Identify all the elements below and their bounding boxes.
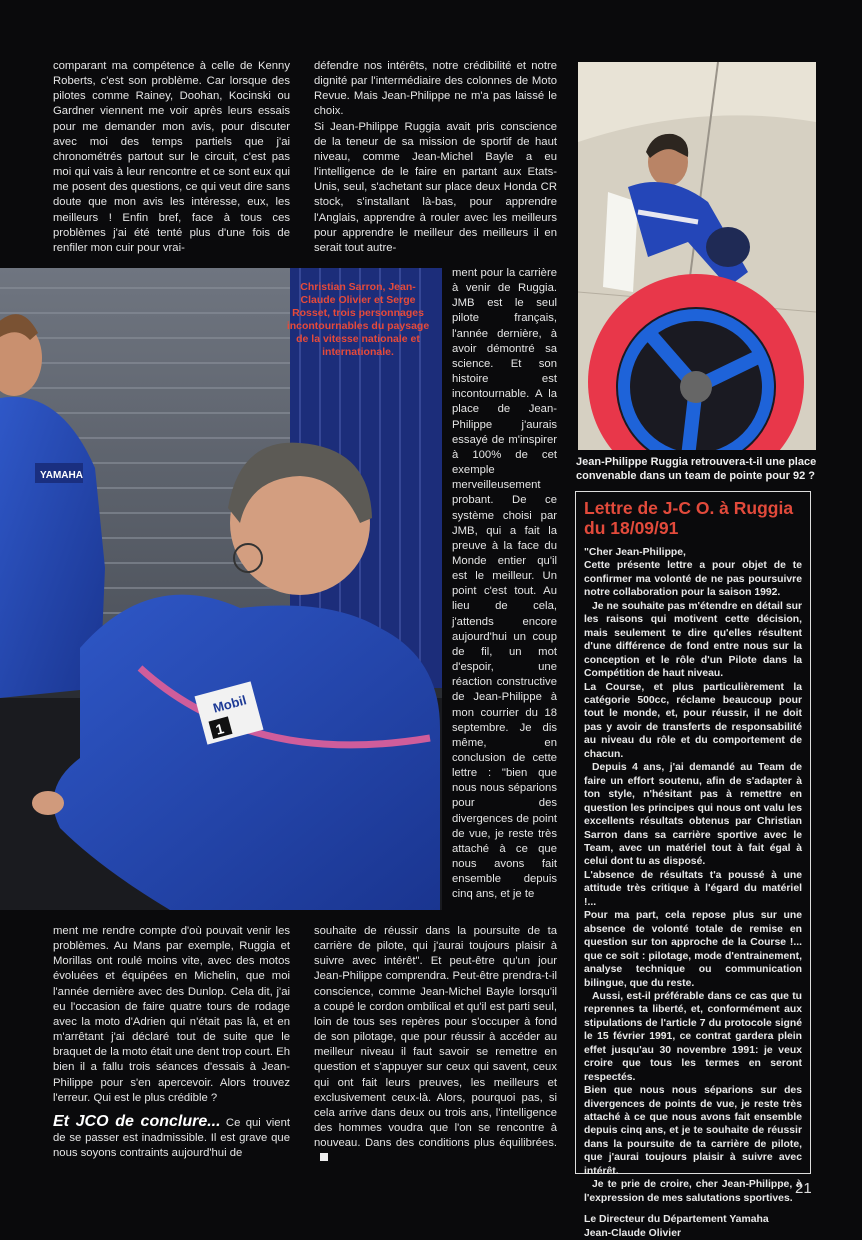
conclusion-text: Ce qui vient de se passer est inadmissible. Il est grave que nous soyons contraints aujourd'hui de (53, 1116, 290, 1160)
letter-paragraph: Cette présente lettre a pour objet de te confirmer ma volonté de ne pas poursuivre notre collaboration pour la saison 1992. (584, 560, 802, 599)
letter-paragraph: Je ne souhaite pas m'étendre en détail sur les raisons qui motivent cette décision, mais seulement te dire qu'elles résultent d'une différence de fond entre nous sur la conception et le rôle d'un Pilote dans la Compétition de haut niveau. (584, 600, 802, 680)
article-paragraph: ment pour la carrière à venir de Ruggia. JMB est le seul pilote français, l'année dernière, à avoir démontré sa science. Et son histoire est incontournable. A la place de Jean-Philippe j'aurais essayé de m'inspirer à 100% de cet exemple merveilleusement probant. De ce système choisi par JMB, qui a fait la preuve à la face du Monde entier qu'il est le meilleur. Un point c'est tout. Au lieu de cela, j'attends encore aujourd'hui un coup de fil, un mot d'espoir, une réaction constructive de Jean-Philippe à mon courrier du 18 septembre. Je dis même, en conclusion de cette lettre : "bien que nous nous séparions pour des divergences de point de vue, je reste très attaché à ce que nous avons fait ensemble depuis cinq ans, et je te (452, 267, 557, 901)
letter-signature-title: Le Directeur du Département Yamaha (584, 1214, 769, 1226)
letter-paragraph: L'absence de résultats t'a poussé à une attitude très critique à l'égard du matériel !... (584, 869, 802, 908)
letter-title: Lettre de J-C O. à Ruggia du 18/09/91 (584, 498, 794, 538)
letter-paragraph: Aussi, est-il préférable dans ce cas que tu reprennes ta liberté, et, conformément aux stipulations de l'article 7 du protocole signé le 15 février 1991, ce contrat gardera plein effet jusqu'au 30 novembre 1991: je veux croire que tous les termes en seront respectés. (584, 990, 802, 1083)
article-column-1-top (53, 59, 290, 256)
article-paragraph (314, 924, 557, 1167)
right-photo-caption: Jean-Philippe Ruggia retrouvera-t-il une place convenable dans un team de pointe pour 92 ? (576, 456, 817, 482)
letter-paragraph: La Course, et plus particulièrement la catégorie 500cc, réclame beaucoup pour tout le monde, et, pour réussir, il ne doit pas y avoir de transferts de responsabilité au niveau du rôle et du comportement de chacun. (584, 681, 802, 760)
mobil-number: 1 (213, 720, 226, 738)
yamaha-text-left: YAMAHA (40, 470, 83, 481)
article-paragraph: comparant ma compétence à celle de Kenny Roberts, c'est son problème. Car lorsque des pilotes comme Rainey, Doohan, Kocinski ou Gardner viennent me voir après leurs essais pour me demander mon avis, pour discuter avec moi des temps partiels que j'ai chronométrés partout sur le circuit, c'est pas moi qui vais à leur rencontre et ce sont eux qui me posent des questions, ce qui veut dire sans doute que mon avis les intéresse, eux, les meilleurs ! Enfin bref, face à tous ces problèmes j'ai été tenté plus d'une fois de renfiler mon cuir pour vrai- (53, 60, 290, 254)
letter-signature-name: Jean-Claude Olivier (584, 1227, 682, 1239)
letter-paragraph: Je te prie de croire, cher Jean-Philippe, à l'expression de mes salutations sportives. (584, 1179, 802, 1204)
main-photo-caption: Christian Sarron, Jean-Claude Olivier et Serge Rosset, trois personnages incontournables du paysage de la vitesse nationale et internationale. (286, 281, 430, 358)
right-photo-illustration (578, 62, 816, 450)
end-of-article-mark (320, 1153, 328, 1161)
mobil-logo-text: Mobil (211, 692, 248, 716)
article-text: souhaite de réussir dans la poursuite de ta carrière de pilote, qui j'aurai toujours plaisir à suivre avec intérêt". Et peut-être qu'un jour Jean-Philippe comprendra. Peut-être prendra-t-il conscience, comme Jean-Michel Bayle lorsqu'il a coupé le cordon ombilical et qu'il est parti seul, loin de tous ses repères pour s'occuper à fond de son pilotage, que pour réussir à accéder au meilleur niveau il faut savoir se remettre en question et s'appuyer sur ceux qui savent, ceux qui ont fait leurs preuves, les meilleurs et exclusivement ceux-là. Alors, pourquoi pas, si cela arrive dans deux ou trois ans, l'intelligence des hommes voudra que l'on se rencontre à nouveau. Dans des conditions plus équilibrées. (314, 925, 557, 1150)
letter-body (584, 546, 802, 1240)
right-photo (578, 62, 816, 450)
letter-paragraph: Pour ma part, cela repose plus sur une absence de volonté totale de remise en question sur ton approche de la Course !... que ce soit : pilotage, mode d'entrainement, analyse technique ou communication bilingue, que du reste. (584, 910, 802, 989)
letter-paragraph: Bien que nous nous séparions sur des divergences de points de vue, je reste très attaché à ce que nous avons fait ensemble depuis cinq ans, et je te souhaite de réussir dans la poursuite de ta carrière de pilote, que j'aurai toujours plaisir à suivre avec intérêt. (584, 1085, 802, 1177)
main-photo (0, 268, 442, 910)
article-column-2-top (314, 59, 557, 256)
page-number: 21 (795, 1180, 812, 1197)
article-column-1-bottom (53, 924, 290, 1161)
letter-paragraph: Depuis 4 ans, j'ai demandé au Team de faire un effort soutenu, afin de s'adapter à ton style, n'hésitant pas à remettre en question les principes qui nous ont valu les excellents résultats obtenus par Christian Sarron dans sa carrière sportive avec le Team, avec un matériel tout à fait égal à celui dont tu as disposé. (584, 762, 802, 868)
letter-greeting: "Cher Jean-Philippe, (584, 547, 686, 558)
article-paragraph: défendre nos intérêts, notre crédibilité et notre dignité par l'intermédiaire des colonnes de Moto Revue. Mais Jean-Philippe ne m'a pas laissé le choix. (314, 60, 557, 118)
article-column-narrow (452, 266, 557, 903)
article-column-2-bottom (314, 924, 557, 1167)
main-photo-illustration (0, 268, 442, 910)
article-paragraph: Si Jean-Philippe Ruggia avait pris conscience de la teneur de sa mission de sportif de haut niveau, comme Jean-Michel Bayle a eu l'intelligence de le faire en partant aux Etats-Unis, seul, s'achetant sur place deux Honda CR stock, s'installant là-bas, pour apprendre l'Anglais, apprendre à rouler avec les meilleurs pour apprendre le meilleur des meilleurs il en serait tout autre- (314, 120, 557, 254)
conclusion-lead-heading: Et JCO de conclure... (53, 1112, 221, 1130)
article-paragraph: ment me rendre compte d'où pouvait venir les problèmes. Au Mans par exemple, Ruggia et Morillas ont roulé moins vite, avec des motos évoluées et équipées en Michelin, que moi l'année dernière avec des Dunlop. Cela dit, j'ai eu l'occasion de faire quatre tours de rodage avec la moto d'Adrien qui n'était pas là, et en m'arrêtant j'ai déclaré tout de suite que le braquet de la moto était une dent trop court. Eh bien il a fallu trois séances d'essais à Jean-Philippe pour s'en apercevoir. Alors trouvez l'erreur. Qui est le plus crédible ? (53, 925, 290, 1104)
article-conclusion-paragraph (53, 1114, 290, 1161)
